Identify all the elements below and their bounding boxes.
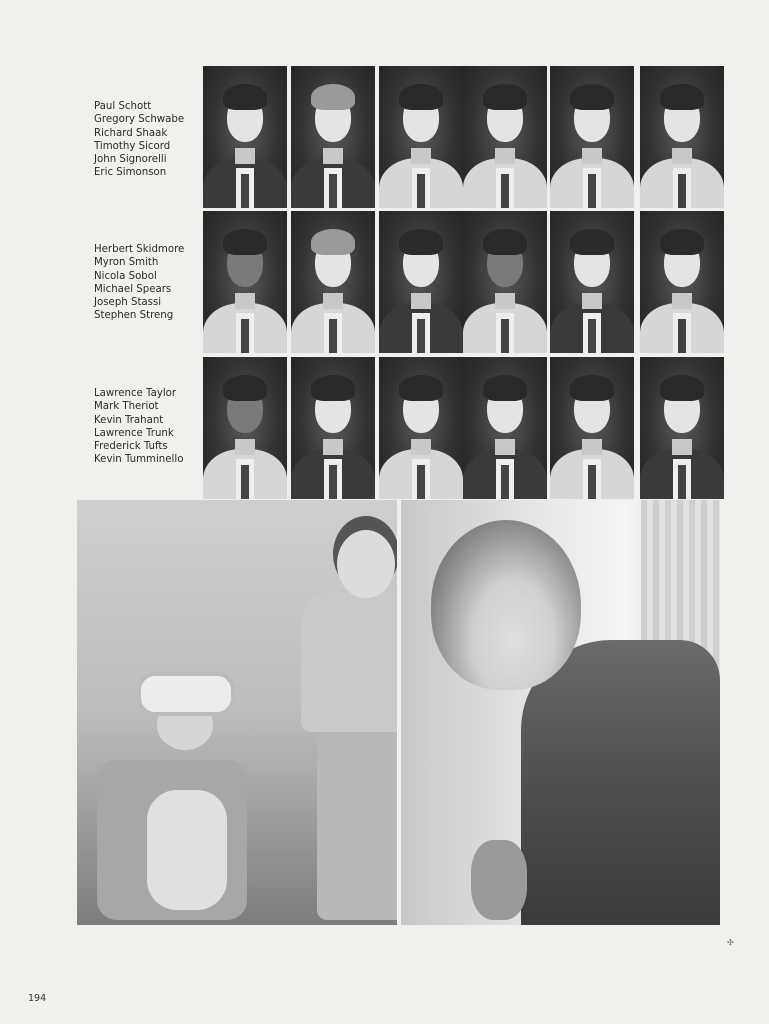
portrait-photo (640, 357, 724, 499)
student-name: Gregory Schwabe (94, 114, 185, 126)
name-list-row-1 (94, 100, 198, 180)
student-name: Frederick Tufts (94, 441, 168, 453)
student-name: Lawrence Taylor (94, 388, 177, 399)
portrait-photo (291, 66, 375, 208)
student-name: Myron Smith (94, 257, 159, 269)
student-name: Timothy Sicord (94, 140, 171, 152)
portrait-photo (379, 66, 463, 208)
portrait-photo (379, 211, 463, 353)
student-name: Paul Schott (94, 101, 152, 112)
student-name: John Signorelli (94, 154, 167, 166)
student-name: Kevin Trahant (94, 414, 164, 426)
portrait-photo (203, 357, 287, 499)
student-name: Stephen Streng (94, 310, 174, 322)
student-name: Kevin Tumminello (94, 454, 184, 466)
printer-mark-icon: ✣ (727, 938, 734, 947)
student-name: Mark Theriot (94, 401, 159, 413)
page-number: 194 (28, 993, 47, 1004)
name-list-row-3 (94, 387, 198, 467)
portrait-photo (550, 357, 634, 499)
student-name: Eric Simonson (94, 167, 167, 179)
student-name: Richard Shaak (94, 127, 168, 139)
candid-photo-student-portrait (401, 500, 720, 925)
portrait-photo (463, 66, 547, 208)
portrait-photo (203, 66, 287, 208)
portrait-photo (550, 66, 634, 208)
portrait-photo (640, 66, 724, 208)
portrait-photo (379, 357, 463, 499)
student-name: Nicola Sobol (94, 270, 157, 282)
student-name: Lawrence Trunk (94, 427, 174, 439)
portrait-photo (203, 211, 287, 353)
portrait-photo (463, 211, 547, 353)
name-list-row-2 (94, 243, 198, 323)
candid-photo-resting-students (77, 500, 397, 925)
student-name: Michael Spears (94, 283, 172, 295)
portrait-photo (463, 357, 547, 499)
portrait-photo (291, 211, 375, 353)
portrait-photo (640, 211, 724, 353)
portrait-photo (550, 211, 634, 353)
student-name: Herbert Skidmore (94, 244, 185, 255)
portrait-photo (291, 357, 375, 499)
student-name: Joseph Stassi (94, 297, 162, 309)
